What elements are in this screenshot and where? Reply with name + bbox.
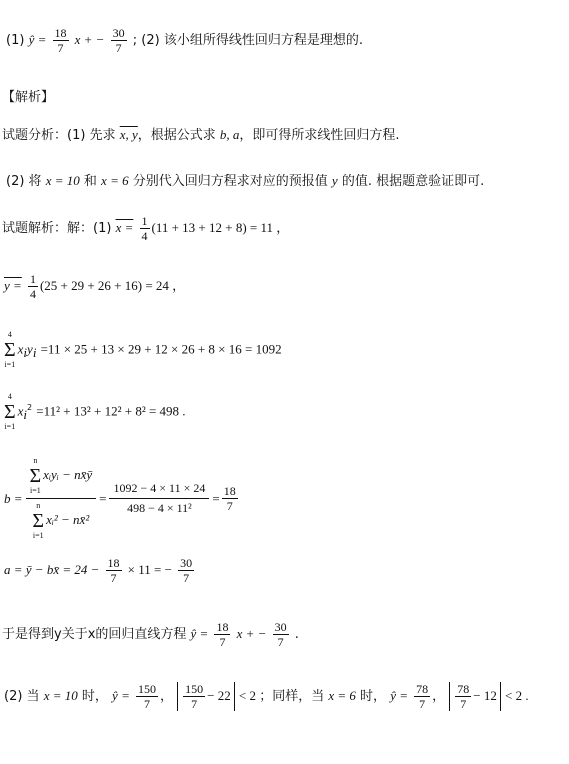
fraction: $\frac{18}{7}$ <box>223 484 236 513</box>
a-formula: a = ȳ − bx̄ = 24 − $\frac{18}{7}$ × 11 = − $\frac{30}{7}$ <box>4 556 193 585</box>
absolute-value: $\frac{150}{7}$ − 22 <box>177 682 235 711</box>
fraction: $\frac{18}{7}$ <box>216 620 229 649</box>
sigma-symbol: 4 Σ i=1 <box>4 330 16 369</box>
solution-xbar: 试题解析：解：(1) x = $\frac{1}{4}$ (11 + 13 + 12 + 8) = 11 ， <box>2 214 290 243</box>
section-heading: 【解析】 <box>2 90 55 105</box>
fraction: n Σ i=1 xᵢyᵢ − nx̄ȳ n Σ i=1 xᵢ² − nx̄² <box>26 456 97 541</box>
fraction: $\frac{18}{7}$ <box>107 556 120 585</box>
solution-ybar: y = $\frac{1}{4}$ (25 + 29 + 26 + 16) = 24 ， <box>4 272 186 301</box>
sum-x2: 4 Σ i=1 $x_i^2 =11^2 + 13^2 + 12^2 + 8^2 = 498$ . <box>4 392 186 431</box>
fraction: $\frac{1}{4}$ <box>141 214 148 243</box>
fraction: $\frac{30}{7}$ <box>112 26 125 55</box>
fraction: $\frac{30}{7}$ <box>180 556 193 585</box>
part2-line: (2) 当 x = 10 时， ŷ = $\frac{150}{7}$ ， $\frac{150}{7}$ − 22 < 2 ；同样，当 x = 6 时， ŷ = $\frac{78}{7}$ ， $\frac{78}{7}$ − 12 < 2 . <box>4 682 529 711</box>
analysis-line-1: 试题分析：(1) 先求 x, y，根据公式求 b, a，即可得所求线性回归方程. <box>2 127 400 143</box>
fraction: $\frac{18}{7}$ <box>54 26 67 55</box>
analysis-line-2: (2) 将 x = 10 和 x = 6 分别代入回归方程求对应的预报值 y 的值. 根据题意验证即可. <box>6 173 485 189</box>
fraction: $\frac{1}{4}$ <box>29 272 36 301</box>
conclusion-line: 于是得到y关于x的回归直线方程 ŷ = $\frac{18}{7}$ x + − $\frac{30}{7}$ . <box>2 620 299 649</box>
absolute-value: $\frac{78}{7}$ − 12 <box>449 682 501 711</box>
sigma-symbol: 4 Σ i=1 <box>4 392 16 431</box>
sum-xy: 4 Σ i=1 $x_iy_i =11 \times 25 + 13 \times 29 + 12 \times 26 + 8 \times 16 = 1092$ <box>4 330 282 369</box>
answer-line-1: (1) ŷ = $\frac{18}{7}$ x + − $\frac{30}{7}$ ; (2) 该小组所得线性回归方程是理想的. <box>6 26 363 55</box>
fraction: $\frac{1092 - 4 \times 11 \times 24}{\text{498 − 4 × 11²}}$ <box>109 481 209 516</box>
b-formula: b = n Σ i=1 xᵢyᵢ − nx̄ȳ n Σ i=1 xᵢ² − nx̄² = $\frac{1092 - 4 \times 11 \times 24}{\text{498 − 4 × 11²}}$ = $\frac{18}{7}$ <box>4 456 236 540</box>
fraction: $\frac{30}{7}$ <box>274 620 287 649</box>
fraction: $\frac{150}{7}$ <box>137 682 156 711</box>
fraction: $\frac{78}{7}$ <box>416 682 429 711</box>
